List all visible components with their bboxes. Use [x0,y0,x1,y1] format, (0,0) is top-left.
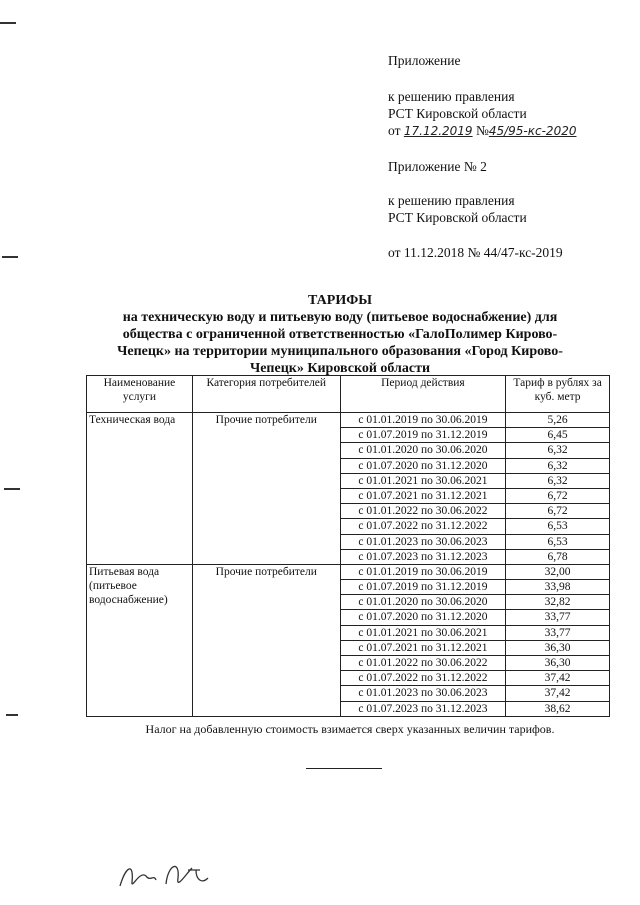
title-line3: Чепецк» на территории муниципального образования «Город Кирово- [117,344,563,359]
tariff-cell: 6,32 [506,443,610,458]
decision-reference [388,88,576,140]
tariff-table [86,375,610,717]
handwritten-date: 17.12.2019 [403,124,473,138]
decision-date-line [388,122,576,140]
period-cell: с 01.01.2019 по 30.06.2019 [340,564,506,579]
tariff-cell: 6,78 [506,549,610,564]
tariff-cell: 32,00 [506,564,610,579]
period-cell: с 01.07.2020 по 31.12.2020 [340,458,506,473]
header-category: Категория потребителей [192,376,340,413]
separator-line [306,768,382,769]
period-cell: с 01.01.2022 по 30.06.2022 [340,504,506,519]
table-row [87,564,610,579]
decision-line2: РСТ Кировской области [388,106,527,121]
tariff-cell: 37,42 [506,686,610,701]
decision2-reference [388,192,527,226]
period-cell: с 01.07.2019 по 31.12.2019 [340,428,506,443]
tariff-cell: 32,82 [506,595,610,610]
decision2-ref: от 11.12.2018 № 44/47-кс-2019 [388,245,563,260]
document-title [100,292,580,377]
tariff-cell: 6,53 [506,519,610,534]
appendix-label: Приложение [388,53,461,68]
tariff-cell: 6,32 [506,458,610,473]
table-row [87,413,610,428]
period-cell: с 01.07.2021 по 31.12.2021 [340,488,506,503]
period-cell: с 01.01.2023 по 30.06.2023 [340,686,506,701]
period-cell: с 01.01.2020 по 30.06.2020 [340,595,506,610]
period-cell: с 01.01.2019 по 30.06.2019 [340,413,506,428]
appendix2-label: Приложение № 2 [388,159,487,174]
tariff-cell: 37,42 [506,671,610,686]
tariff-cell: 33,77 [506,610,610,625]
scan-mark [4,488,20,490]
period-cell: с 01.07.2022 по 31.12.2022 [340,671,506,686]
scan-mark [2,256,18,258]
decision2-line1: к решению правления [388,193,515,208]
tariff-cell: 5,26 [506,413,610,428]
title-heading: ТАРИФЫ [308,293,372,308]
period-cell: с 01.07.2022 по 31.12.2022 [340,519,506,534]
header-period: Период действия [340,376,506,413]
tariff-cell: 36,30 [506,656,610,671]
period-cell: с 01.07.2021 по 31.12.2021 [340,640,506,655]
signature-icon [116,856,226,896]
tariff-cell: 6,53 [506,534,610,549]
tariff-table-body [87,413,610,717]
header-tariff: Тариф в рублях за куб. метр [506,376,610,413]
number-sign: № [475,123,489,138]
title-line2: общества с ограниченной ответственностью «ГалоПолимер Кирово- [122,327,558,342]
tariff-cell: 6,72 [506,504,610,519]
period-cell: с 01.01.2021 по 30.06.2021 [340,473,506,488]
handwritten-number: 45/95-кс-2020 [488,124,577,138]
period-cell: с 01.01.2021 по 30.06.2021 [340,625,506,640]
period-cell: с 01.01.2020 по 30.06.2020 [340,443,506,458]
scan-mark [6,714,18,716]
tariff-cell: 6,32 [506,473,610,488]
title-line1: на техническую воду и питьевую воду (питьевое водоснабжение) для [122,310,558,325]
title-line4: Чепецк» Кировской области [249,361,431,376]
tariff-cell: 38,62 [506,701,610,716]
tariff-cell: 33,77 [506,625,610,640]
table-header-row [87,376,610,413]
appendix-header [388,52,460,69]
period-cell: с 01.07.2019 по 31.12.2019 [340,580,506,595]
decision2-line2: РСТ Кировской области [388,210,527,225]
decision-line1: к решению правления [388,89,515,104]
header-service: Наименование услуги [87,376,193,413]
period-cell: с 01.07.2023 по 31.12.2023 [340,701,506,716]
tariff-cell: 6,45 [506,428,610,443]
service-cell: Техническая вода [87,413,193,565]
vat-footnote: Налог на добавленную стоимость взимается сверх указанных величин тарифов. [145,722,555,736]
period-cell: с 01.01.2022 по 30.06.2022 [340,656,506,671]
period-cell: с 01.07.2023 по 31.12.2023 [340,549,506,564]
tariff-cell: 33,98 [506,580,610,595]
tariff-cell: 6,72 [506,488,610,503]
period-cell: с 01.07.2020 по 31.12.2020 [340,610,506,625]
scan-mark [0,22,16,24]
service-cell: Питьевая вода (питьевое водоснабжение) [87,564,193,716]
category-cell: Прочие потребители [192,413,340,565]
period-cell: с 01.01.2023 по 30.06.2023 [340,534,506,549]
category-cell: Прочие потребители [192,564,340,716]
tariff-cell: 36,30 [506,640,610,655]
from-prefix: от [388,123,401,138]
